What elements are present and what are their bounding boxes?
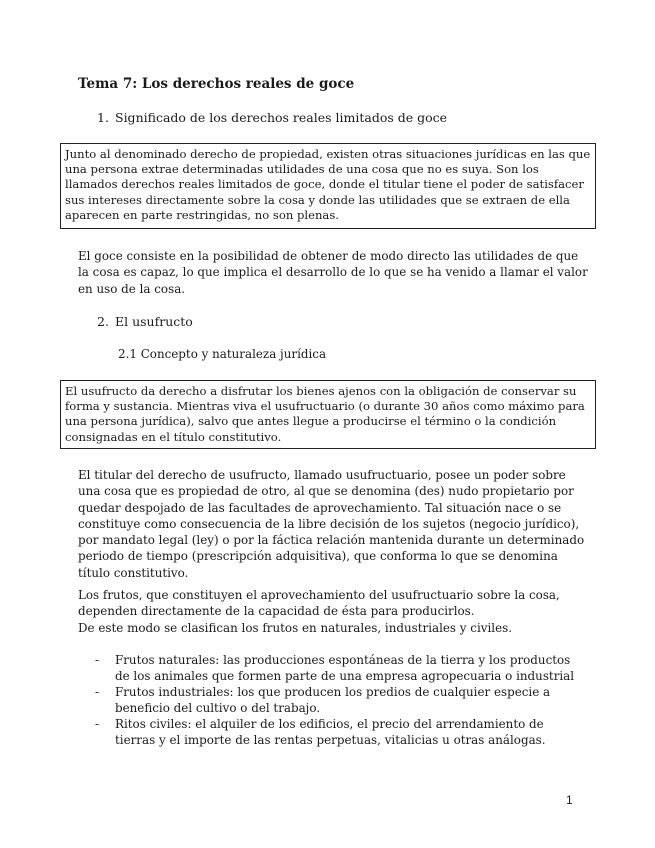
list-item: [95, 717, 587, 748]
frutos-list: [95, 653, 587, 750]
bullet-dash: -: [95, 717, 100, 732]
section-label: Significado de los derechos reales limitados de goce: [115, 110, 448, 125]
section-number: 2.: [97, 314, 109, 329]
definition-box-usufructo: El usufructo da derecho a disfrutar los bienes ajenos con la obligación de conservar su forma y sustancia. Mientras viva el usufructuario (o durante 30 años como máximo para una persona jurídica), salvo que antes llegue a producirse el término o la condición consignadas en el título constitutivo.: [60, 380, 596, 449]
subsection-heading-2-1: 2.1 Concepto y naturaleza jurídica: [118, 347, 327, 361]
list-item-text: Frutos industriales: los que producen los predios de cualquier especie a beneficio del cultivo o del trabajo.: [115, 685, 551, 715]
paragraph-frutos-line-2: De este modo se clasifican los frutos en naturales, industriales y civiles.: [78, 620, 513, 635]
paragraph-titular: El titular del derecho de usufructo, llamado usufructuario, posee un poder sobre una cosa que es propiedad de otro, al que se denomina (des) nudo propietario por quedar despojado de las facultades de aprovechamiento. Tal situación nace o se constituye como consecuencia de la libre decisión de los sujetos (negocio jurídico), por mandato legal (ley) o por la fáctica relación mantenida durante un determinado periodo de tiempo (prescripción adquisitiva), que conforma lo que se denomina título constitutivo.: [78, 468, 585, 580]
paragraph-frutos: [78, 587, 588, 636]
list-item: [95, 685, 587, 716]
list-item-text: Frutos naturales: las producciones espontáneas de la tierra y los productos de los animales que formen parte de una empresa agropecuaria o industrial: [115, 653, 575, 683]
bullet-dash: -: [95, 685, 100, 700]
paragraph-goce: El goce consiste en la posibilidad de obtener de modo directo las utilidades de que la cosa es capaz, lo que implica el desarrollo de lo que se ha venido a llamar el valor en uso de la cosa.: [78, 249, 588, 296]
page-number: 1: [566, 793, 573, 807]
list-item: [95, 653, 587, 684]
document-title: Tema 7: Los derechos reales de goce: [78, 76, 355, 92]
paragraph-frutos-line-1: Los frutos, que constituyen el aprovechamiento del usufructuario sobre la cosa, dependen directamente de la capacidad de ésta para producirlos.: [78, 588, 560, 619]
definition-box-goce: Junto al denominado derecho de propiedad, existen otras situaciones jurídicas en las que una persona extrae determinadas utilidades de una cosa que no es suya. Son los llamados derechos reales limitados de goce, donde el titular tiene el poder de satisfacer sus intereses directamente sobre la cosa y donde las utilidades que se extraen de ella aparecen en parte restringidas, no son plenas.: [60, 143, 596, 229]
list-item-text: Ritos civiles: el alquiler de los edificios, el precio del arrendamiento de tierras y el importe de las rentas perpetuas, vitalicias u otras análogas.: [115, 717, 546, 747]
section-heading-2: [97, 314, 193, 329]
section-heading-1: [97, 110, 447, 125]
section-number: 1.: [97, 110, 109, 125]
bullet-dash: -: [95, 653, 100, 667]
section-label: El usufructo: [115, 314, 193, 329]
